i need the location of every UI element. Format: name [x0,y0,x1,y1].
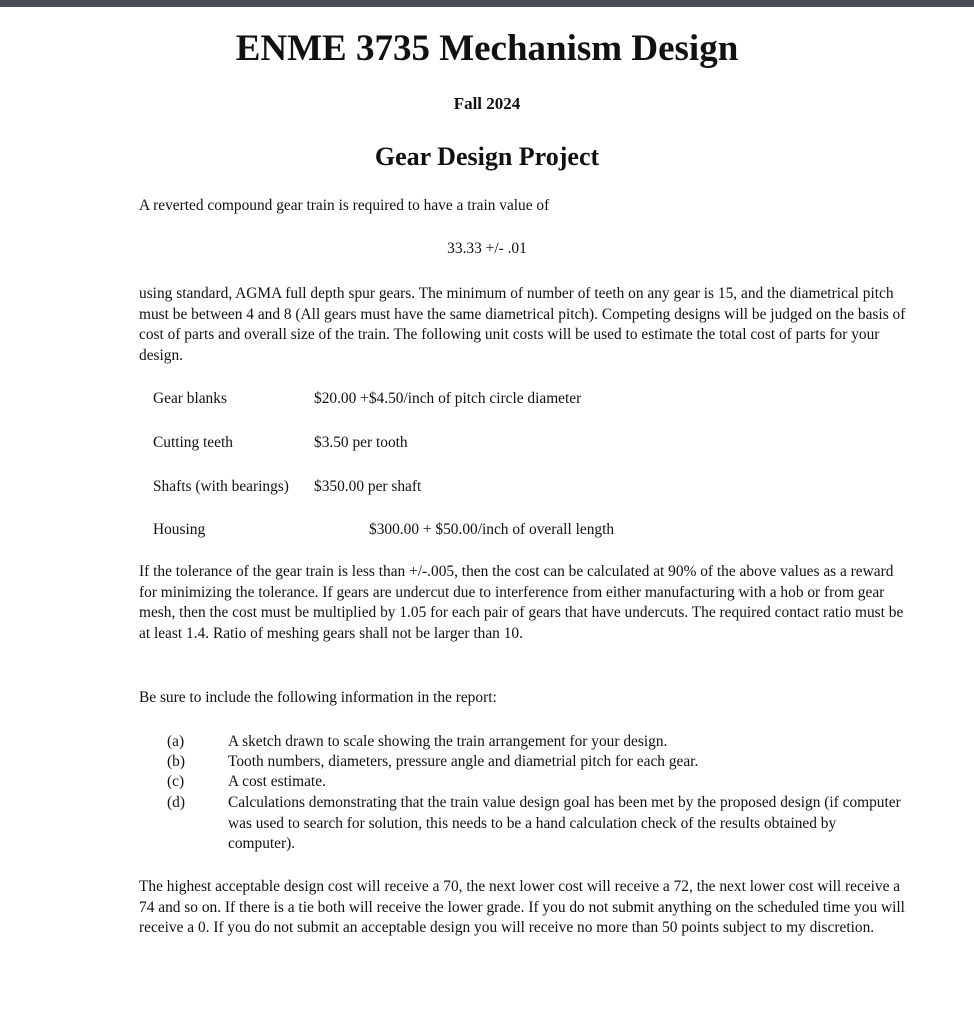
list-marker: (c) [167,773,185,790]
cost-row-housing [153,520,615,540]
cost-item-label: Cutting teeth [153,434,233,451]
cost-item-label: Shafts (with bearings) [153,478,289,495]
cost-row-shafts [153,477,422,497]
list-text: Calculations demonstrating that the train value design goal has been met by the proposed design (if computer was used to search for solution, this needs to be a hand calculation check of the results obtained by computer). [228,794,901,853]
cost-row-gear-blanks [153,389,582,409]
cost-item-value: $300.00 + $50.00/inch of overall length [369,521,615,538]
tolerance-paragraph: If the tolerance of the gear train is less than +/-.005, then the cost can be calculated at 90% of the above values as a reward for minimizing the tolerance. If gears are undercut due to interference from either manufacturing with a hob or from gear mesh, then the cost must be multiplied by 1.05 for each pair of gears that have undercuts. The required contact ratio must be at least 1.4. Ratio of meshing gears shall not be larger than 10. [139,563,904,642]
cost-item-value: $3.50 per tooth [314,434,408,451]
train-value: 33.33 +/- .01 [447,240,527,257]
list-marker: (d) [167,794,185,811]
list-marker: (b) [167,753,185,770]
cost-item-label: Gear blanks [153,390,227,407]
cost-item-label: Housing [153,521,206,538]
cost-item-value: $350.00 per shaft [314,478,422,495]
grading-paragraph: The highest acceptable design cost will receive a 70, the next lower cost will receive a 72, the next lower cost will receive a 74 and so on. If there is a tie both will receive the lower grade. If you do not submit anything on the scheduled time you will receive a 0. If you do not submit an acceptable design you will receive no more than 50 points subject to my discretion. [139,878,905,937]
cost-row-cutting-teeth [153,433,408,453]
requirements-paragraph: using standard, AGMA full depth spur gears. The minimum of number of teeth on any gear is 15, and the diametrical pitch must be between 4 and 8 (All gears must have the same diametrical pitch). Competing designs will be judged on the basis of cost of parts and overall size of the train. The following unit costs will be used to estimate the total cost of parts for your design. [139,285,906,364]
term-label: Fall 2024 [453,94,521,113]
project-subtitle: Gear Design Project [374,142,600,171]
list-marker: (a) [167,733,185,750]
list-text: Tooth numbers, diameters, pressure angle and diametrial pitch for each gear. [228,753,699,770]
list-text: A sketch drawn to scale showing the train arrangement for your design. [228,733,668,750]
list-text: A cost estimate. [228,773,326,790]
document-title: ENME 3735 Mechanism Design [235,28,739,69]
viewer-top-bar [0,0,974,7]
document-page [0,7,974,1011]
cost-item-value: $20.00 +$4.50/inch of pitch circle diameter [314,390,582,407]
report-intro: Be sure to include the following information in the report: [139,689,497,706]
intro-paragraph: A reverted compound gear train is required to have a train value of [139,197,550,214]
